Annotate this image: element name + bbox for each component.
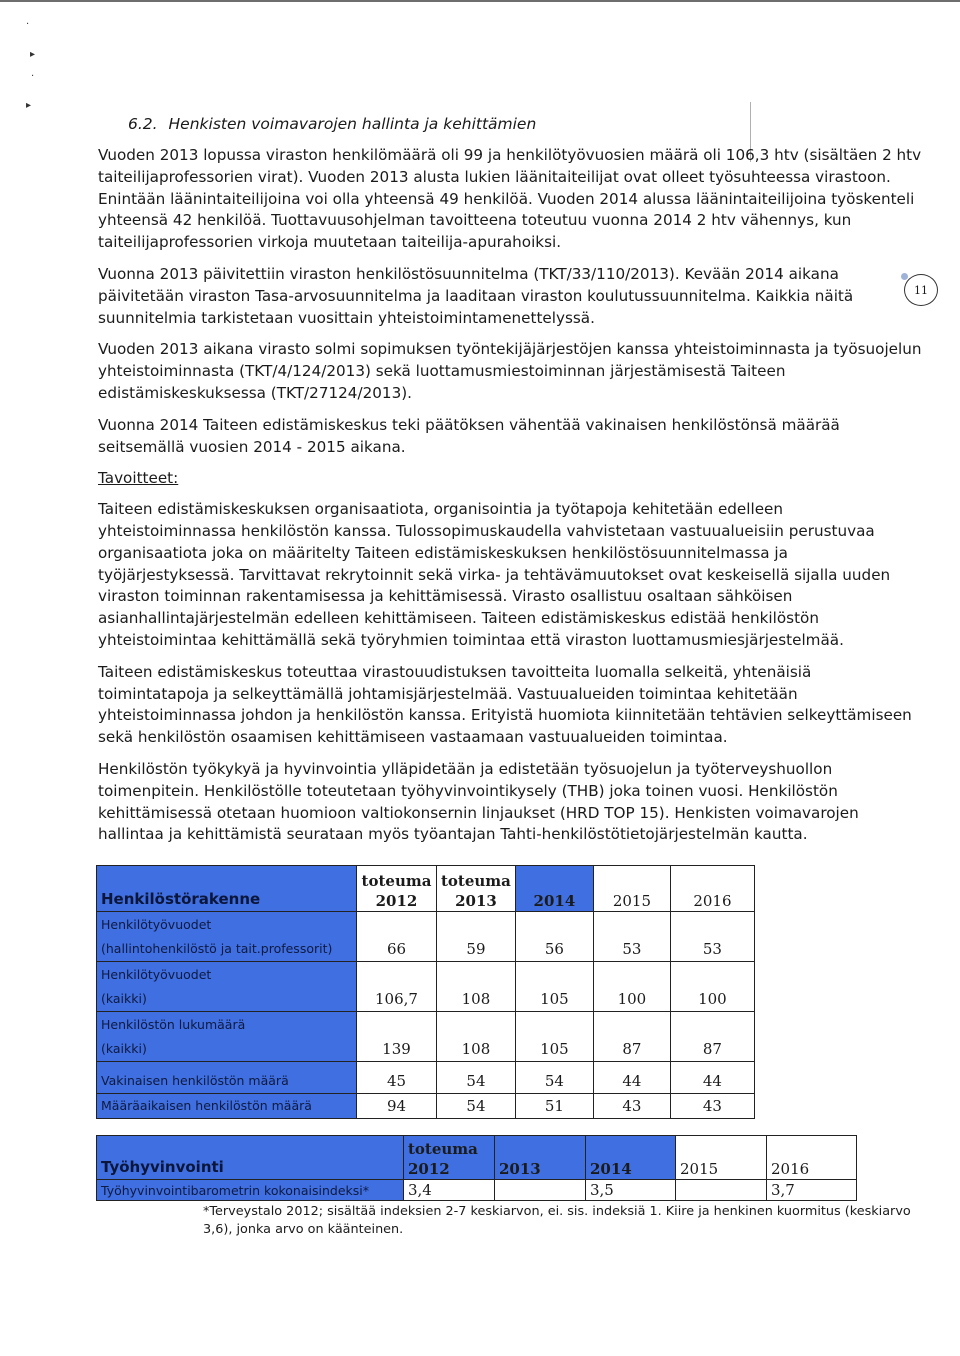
table-cell: 54 — [515, 1062, 593, 1094]
table-cell: 100 — [593, 962, 670, 1012]
goal-paragraph — [98, 499, 891, 652]
page-number: 11 — [914, 283, 928, 297]
table-cell: 44 — [670, 1062, 754, 1094]
table-cell: 44 — [593, 1062, 670, 1094]
text-line: Vuonna 2014 Taiteen edistämiskeskus teki päätöksen vähentää vakinaisen henkilöstönsä määrää — [98, 415, 840, 434]
row-label: Henkilötyövuodet (hallintohenkilöstö ja tait.professorit) — [97, 912, 357, 962]
text-line: asianhallintajärjestelmän edelleen kehittämiseen. Taiteen edistämiskeskus edistää henkilöstön — [98, 609, 819, 628]
table-cell: 43 — [670, 1094, 754, 1119]
table-cell: 54 — [437, 1094, 516, 1119]
table-cell: 54 — [437, 1062, 516, 1094]
text-line: taiteilijaprofessorien virat). Vuoden 2013 alusta lukien läänitaiteilijat ovat olleet työsuhteessa virastoon. — [98, 167, 891, 186]
page-number-badge — [904, 274, 938, 306]
table-cell: 94 — [357, 1094, 437, 1119]
table-cell: 53 — [593, 912, 670, 962]
table-row — [97, 912, 755, 962]
page-top-edge — [0, 0, 960, 2]
text-line: päivitetään viraston Tasa-arvosuunnitelma ja laaditaan viraston koulutussuunnitelma. Kaikkia näitä — [98, 286, 854, 305]
text-line: suunnitelmia tarkistetaan vuosittain yhteistoimintamenettelyssä. — [98, 308, 595, 327]
table-header-row — [97, 1136, 857, 1180]
year-header: toteuma 2012 — [404, 1136, 495, 1180]
table-cell: 66 — [357, 912, 437, 962]
table-row — [97, 962, 755, 1012]
table-cell: 3,7 — [767, 1180, 857, 1201]
year-header: 2016 — [670, 866, 754, 912]
table-cell: 3,4 — [404, 1180, 495, 1201]
paragraph — [98, 145, 922, 254]
staff-structure-table — [96, 865, 755, 1119]
text-line: Vuoden 2013 lopussa viraston henkilömäärä oli 99 ja henkilötyövuosien määrä oli 106,3 htv (sisältäen 2 htv — [98, 146, 922, 164]
table-row — [97, 1180, 857, 1201]
body-text — [98, 145, 922, 856]
paragraph — [98, 264, 888, 329]
table-cell: 108 — [437, 962, 516, 1012]
table-cell: 139 — [357, 1012, 437, 1062]
table-cell: 51 — [515, 1094, 593, 1119]
table-row — [97, 1094, 755, 1119]
goal-paragraph — [98, 662, 912, 749]
text-line: Enintään läänintaiteilijoina voi olla yhteensä 49 henkilöä. Vuoden 2014 alussa läänintaiteilijoina työskenteli — [98, 189, 915, 208]
year-header: 2013 — [495, 1136, 586, 1180]
text-line: toimintatapoja ja selkeyttämällä johtamisjärjestelmää. Vastuualueiden toimintaa kehitetään — [98, 684, 798, 703]
table-row — [97, 1012, 755, 1062]
footnote-line: *Terveystalo 2012; sisältää indeksien 2-7 keskiarvon, ei. sis. indeksiä 1. Kiire ja henkinen kuormitus (keskiarvo — [203, 1204, 911, 1219]
text-line: sekä henkilöstön osaamisen kehittämiseen vastaamaan vastuualueiden toimintaa. — [98, 728, 728, 747]
text-line: toimenpitein. Henkilöstölle toteutetaan työhyvinvointikysely (THB) joka toinen vuosi. Henkilöstön — [98, 781, 838, 800]
year-header: 2015 — [593, 866, 670, 912]
table-cell: 53 — [670, 912, 754, 962]
year-header: 2014 — [515, 866, 593, 912]
table-cell: 3,5 — [586, 1180, 676, 1201]
table-cell: 108 — [437, 1012, 516, 1062]
row-label: Työhyvinvointibarometrin kokonaisindeksi* — [97, 1180, 404, 1201]
goal-paragraph — [98, 759, 888, 846]
table-header-row — [97, 866, 755, 912]
text-line: yhteistoimintaa kehittämällä sekä työryhmien toimintaa että viraston luottamusmiesjärjestelmää. — [98, 630, 844, 649]
text-line: yhteistoiminnasta (TKT/4/124/2013) sekä luottamusmiestoiminnan järjestämisestä Taiteen — [98, 362, 786, 381]
table-cell: 87 — [593, 1012, 670, 1062]
row-label: Vakinaisen henkilöstön määrä — [97, 1062, 357, 1094]
row-label: Määräaikaisen henkilöstön määrä — [97, 1094, 357, 1119]
text-line: Vuoden 2013 aikana virasto solmi sopimuksen työntekijäjärjestöjen kanssa yhteistoiminnasta ja työsuojelun — [98, 340, 922, 359]
paragraph — [98, 415, 888, 459]
text-line: Taiteen edistämiskeskus toteuttaa virastouudistuksen tavoitteita luomalla selkeitä, yhtenäisiä — [98, 662, 812, 681]
table-cell: 87 — [670, 1012, 754, 1062]
row-label: Henkilöstön lukumäärä (kaikki) — [97, 1012, 357, 1062]
text-line: Vuonna 2013 päivitettiin viraston henkilöstösuunnitelma (TKT/33/110/2013). Kevään 2014 aikana — [98, 264, 839, 283]
year-header: 2015 — [676, 1136, 767, 1180]
badge-dot — [901, 273, 908, 280]
wellbeing-table — [96, 1135, 857, 1201]
table-row — [97, 1062, 755, 1094]
goals-label: Tavoitteet: — [98, 469, 179, 488]
text-line: taiteilijaprofessorien virkoja muutetaan taiteilija-apurahoiksi. — [98, 233, 562, 252]
table-footnote — [203, 1203, 911, 1239]
paragraph — [98, 339, 922, 404]
text-line: seitsemällä vuosien 2014 - 2015 aikana. — [98, 437, 406, 456]
year-header: 2016 — [767, 1136, 857, 1180]
text-line: edistämiskeskuksessa (TKT/27124/2013). — [98, 383, 412, 402]
text-line: Taiteen edistämiskeskuksen organisaatiota, organisointia ja työtapoja kehitetään edelleen — [98, 500, 784, 519]
table-cell — [676, 1180, 767, 1201]
text-line: hallintaa ja kehittämistä seurataan myös työantajan Tahti-henkilöstötietojärjestelmän kautta. — [98, 825, 808, 844]
text-line: kehittämisessä otetaan huomioon valtiokonsernin linjaukset (HRD TOP 15). Henkisten voimavarojen — [98, 803, 859, 822]
table-cell: 43 — [593, 1094, 670, 1119]
section-heading — [128, 115, 536, 133]
table-cell: 56 — [515, 912, 593, 962]
table-cell: 45 — [357, 1062, 437, 1094]
table-title: Työhyvinvointi — [97, 1136, 404, 1180]
table-cell: 100 — [670, 962, 754, 1012]
row-label: Henkilötyövuodet (kaikki) — [97, 962, 357, 1012]
table-title: Henkilöstörakenne — [97, 866, 357, 912]
year-header: toteuma 2012 — [357, 866, 437, 912]
text-line: Henkilöstön työkykyä ja hyvinvointia ylläpidetään ja edistetään työsuojelun ja työterveyshuollon — [98, 759, 833, 778]
year-header: 2014 — [586, 1136, 676, 1180]
text-line: viraston toiminnan rakentamisessa ja kehittämisessä. Virasto osallistuu osaltaan sähköisen — [98, 587, 793, 606]
text-line: yhteensä 42 henkilöä. Tuottavuusohjelman tavoitteena toteutuu vuonna 2014 2 htv vähennys, kun — [98, 211, 852, 230]
table-cell: 105 — [515, 1012, 593, 1062]
table-cell — [495, 1180, 586, 1201]
year-header: toteuma 2013 — [437, 866, 516, 912]
section-title: Henkisten voimavarojen hallinta ja kehittämien — [168, 115, 537, 133]
text-line: työjärjestyksessä. Tarvittavat rekrytoinnit sekä virka- ja tehtävämuutokset ovat keskeisellä sijalla uuden — [98, 565, 891, 584]
table-cell: 59 — [437, 912, 516, 962]
text-line: yhteistoiminnassa johdon ja henkilöstön kanssa. Erityistä huomiota kiinnitetään tehtävien selkeyttämiseen — [98, 706, 912, 725]
footnote-line: 3,6), jonka arvo on käänteinen. — [203, 1222, 404, 1237]
table-cell: 106,7 — [357, 962, 437, 1012]
text-line: yhteistoiminnassa henkilöstön kanssa. Tulossopimuskaudella vahvistetaan vastuualueisiin perustuvaa — [98, 521, 875, 540]
text-line: organisaatiota joka on määritelty Taiteen edistämiskeskuksen henkilöstösuunnitelmassa ja — [98, 543, 788, 562]
section-number: 6.2. — [128, 115, 158, 133]
table-cell: 105 — [515, 962, 593, 1012]
